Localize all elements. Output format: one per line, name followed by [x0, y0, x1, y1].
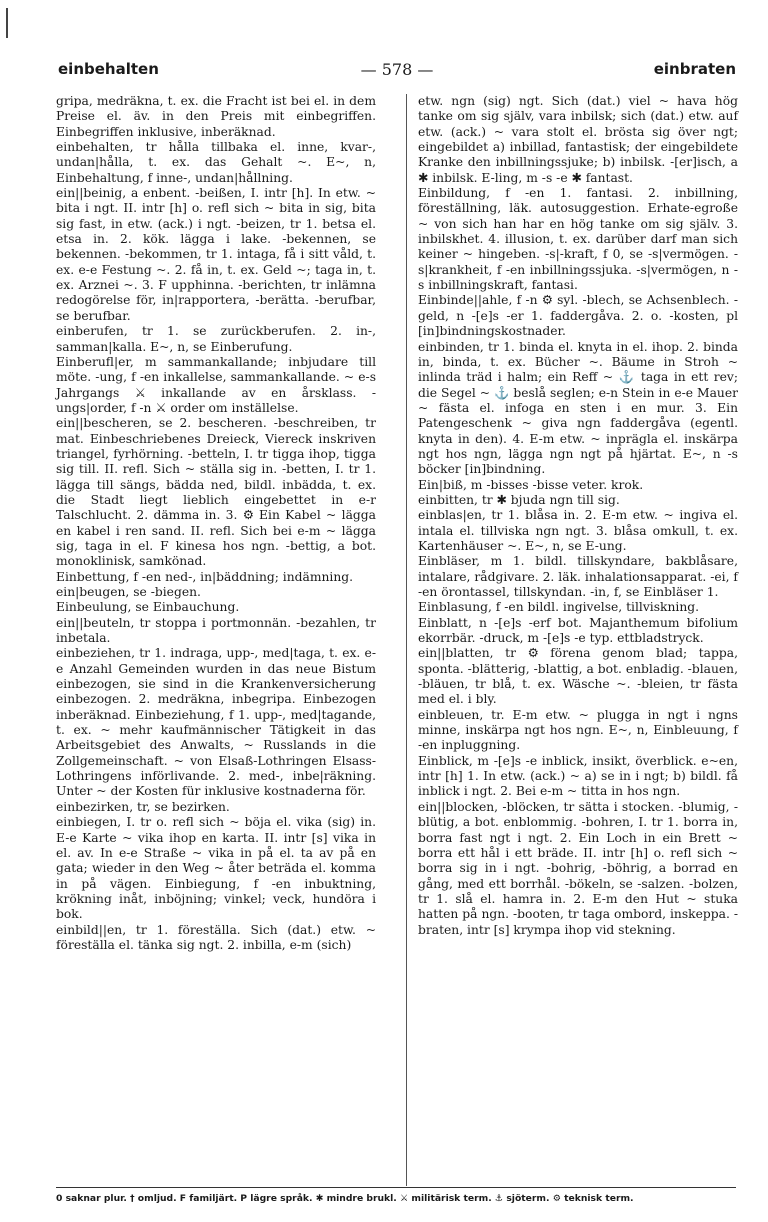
entry: ein||beuteln, tr stoppa i portmonnän. -bezahlen, tr inbetala. — [56, 615, 376, 646]
entry: einbeziehen, tr 1. indraga, upp-, med|taga, t. ex. e-e Anzahl Gemeinden wurden in das neue Bistum einbezogen, sie sind in die Krankenversicherung einbezogen. 2. medräkna, inbegripa. Einbezogen inberäknad. Einbeziehung, f 1. upp-, med|tagande, t. ex. ~ mehr kaufmännischer Tätigkeit in das Arbeitsgebiet des Anwalts, ~ Russlands in die Zollgemeinschaft. ~ von Elsaß-Lothringen Elsass-Lothringens införlivande. 2. med-, inbe|räkning. Unter ~ der Kosten für inklusive kostnaderna för. — [56, 646, 376, 799]
entry: Einbettung, f -en ned-, in|bäddning; indämning. — [56, 569, 354, 584]
header-last-word: einbraten — [653, 60, 736, 78]
entry: Einblick, m -[e]s -e inblick, insikt, överblick. e~en, intr [h] 1. In etw. (ack.) ~ a) se in i ngt; b) bildl. få inblick i ngt. 2. Bei e-m ~ titta in hos ngn. — [418, 753, 738, 799]
page-header — [58, 60, 736, 84]
entry: Einbildung, f -en 1. fantasi. 2. inbillning, föreställning, läk. autosuggestion. Erhate-egroße ~ von sich han har en hög tanke om sig själv. 3. inbilskhet. 4. illusion, t. ex. darüber darf man sich keiner ~ hingeben. -s|-kraft, f 0, se -s|vermögen. -s|krankheit, f -en inbillningssjuka. -s|vermögen, n -s inbillningskraft, fantasi. — [418, 186, 738, 293]
entry: einblas|en, tr 1. blåsa in. 2. E-m etw. ~ ingiva el. intala el. tillviska ngn ngt. 3. blåsa omkull, t. ex. Kartenhäuser ~. E~, n, se E-ung. — [418, 508, 738, 553]
column-divider — [406, 94, 407, 1186]
left-column — [56, 94, 376, 953]
entry: Ein|biß, m -bisses -bisse veter. krok. — [418, 477, 644, 492]
entry: Einbeulung, se Einbauchung. — [56, 600, 240, 615]
entry: ein||blocken, -blöcken, tr sätta i stocken. -blumig, -blütig, a bot. enblommig. -bohren, I. tr 1. borra in, borra fast ngt i ngt. 2. Ein Loch in ein Brett ~ borra ett hål i ett bräde. II. intr [h] o. refl sich ~ borra sig in i ngt. -bohrig, -böhrig, a borrad en gång, med ett borrhål. -bökeln, se -salzen. -bolzen, tr 1. slå el. hamra in. 2. E-m den Hut ~ stuka hatten på ngn. -booten, tr taga ombord, inskeppa. -braten, intr [s] krympa ihop vid stekning. — [418, 799, 738, 937]
entry: etw. ngn (sig) ngt. Sich (dat.) viel ~ hava hög tanke om sig själv, vara inbilsk; sich (dat.) etw. auf etw. (ack.) ~ vara stolt el. brösta sig över ngt; eingebildet a) inbillad, fantastisk; der eingebildete Kranke den inbillningssjuke; b) inbilsk. -[er]isch, a ✱ inbilsk. E-ling, m -s -e ✱ fantast. — [418, 94, 738, 185]
entry: gripa, medräkna, t. ex. die Fracht ist bei el. in dem Preise el. äv. in den Preis mit einbegriffen. Einbegriffen inklusive, inberäknad. — [56, 94, 376, 139]
entry: Einbinde||ahle, f -n ⚙ syl. -blech, se Achsenblech. -geld, n -[e]s -er 1. faddergåva. 2. o. -kosten, pl [in]bindningskostnader. — [418, 293, 738, 339]
entry: Einberufl|er, m sammankallande; inbjudare till möte. -ung, f -en inkallelse, sammankallande. ~ e-s Jahrgangs ⚔ inkallande av en årsklass. -ungs|order, f -n ⚔ order om inställelse. — [56, 354, 376, 415]
page-number: — 578 — — [360, 60, 434, 79]
entry: Einblasung, f -en bildl. ingivelse, tillviskning. — [418, 600, 700, 615]
entry: einbehalten, tr hålla tillbaka el. inne, kvar-, undan|hålla, t. ex. das Gehalt ~. E~, n, Einbehaltung, f inne-, undan|hållning. — [56, 140, 376, 185]
entry: einbleuen, tr. E-m etw. ~ plugga in ngt i ngns minne, inskärpa ngt hos ngn. E~, n, Einbleuung, f -en inpluggning. — [418, 707, 738, 753]
abbreviation-legend: 0 saknar plur. † omljud. F familjärt. P lägre språk. ✱ mindre brukl. ⚔ militärisk term. ⚓ sjöterm. ⚙ teknisk term. — [56, 1193, 634, 1204]
entry: einberufen, tr 1. se zurückberufen. 2. in-, samman|kalla. E~, n, se Einberufung. — [56, 324, 376, 354]
entry: ein||beinig, a enbent. -beißen, I. intr [h]. In etw. ~ bita i ngt. II. intr [h] o. refl sich ~ bita in sig, bita sig fast, in etw. (ack.) i ngt. -beizen, tr 1. betsa el. etsa in. 2. kök. lägga i lake. -bekennen, se bekennen. -bekommen, tr 1. intaga, få i sitt våld, t. ex. e-e Festung ~. 2. få in, t. ex. Geld ~; taga in, t. ex. Arznei ~. 3. F upphinna. -berichten, tr inlämna redogörelse för, in|rapportera, -berätta. -berufbar, se berufbar. — [56, 186, 376, 323]
entry: ein|beugen, se -biegen. — [56, 585, 201, 599]
header-first-word: einbehalten — [58, 60, 159, 78]
entry: ein||bescheren, se 2. bescheren. -beschreiben, tr mat. Einbeschriebenes Dreieck, Viereck inskriven triangel, fyrhörning. -betteln, I. tr tigga ihop, tigga sig till. II. refl. Sich ~ ställa sig in. -betten, I. tr 1. lägga till sängs, bädda ned, bildl. inbädda, t. ex. die Stadt liegt lieblich eingebettet in e-r Talschlucht. 2. dämma in. 3. ⚙ Ein Kabel ~ lägga en kabel i ren sand. II. refl. Sich bei e-m ~ lägga sig, taga in el. F kinesa hos ngn. -bettig, a bot. monoklinisk, samkönad. — [56, 416, 376, 569]
entry: ein||blatten, tr ⚙ förena genom blad; tappa, sponta. -blätterig, -blattig, a bot. enbladig. -blauen, -bläuen, tr blå, t. ex. Wäsche ~. -bleien, tr fästa med el. i bly. — [418, 646, 738, 707]
page-edge-mark — [6, 8, 8, 38]
entry: Einbläser, m 1. bildl. tillskyndare, bakblåsare, intalare, rådgivare. 2. läk. inhalationsapparat. -ei, f -en örontassel, tillskyndan. -in, f, se Einbläser 1. — [418, 554, 738, 599]
entry: einbiegen, I. tr o. refl sich ~ böja el. vika (sig) in. E-e Karte ~ vika ihop en karta. II. intr [s] vika in el. av. In e-e Straße ~ vika in på el. ta av på en gata; wieder in den Weg ~ åter beträda el. komma in på vägen. Einbiegung, f -en inbuktning, krökning inåt, inböjning; vinkel; veck, hundöra i bok. — [56, 815, 376, 922]
footer-rule — [56, 1187, 736, 1188]
right-column — [418, 94, 738, 938]
entry: einbezirken, tr, se bezirken. — [56, 799, 230, 814]
entry: einbitten, tr ✱ bjuda ngn till sig. — [418, 492, 620, 507]
entry: einbild||en, tr 1. föreställa. Sich (dat.) etw. ~ föreställa el. tänka sig ngt. 2. inbilla, e-m (sich) — [56, 922, 376, 952]
entry: Einblatt, n -[e]s -erf bot. Majanthemum bifolium ekorrbär. -druck, m -[e]s -e typ. ettbladstryck. — [418, 615, 738, 646]
entry: einbinden, tr 1. binda el. knyta in el. ihop. 2. binda in, binda, t. ex. Bücher ~. Bäume in Stroh ~ inlinda träd i halm; ein Reff ~ ⚓ taga in ett rev; die Segel ~ ⚓ beslå seglen; e-n Stein in e-e Mauer ~ fästa el. infoga en sten i en mur. 3. Ein Patengeschenk ~ giva ngn faddergåva (egentl. knyta in den). 4. E-m etw. ~ inprägla el. inskärpa ngt hos ngn, lägga ngn ngt på hjärtat. E~, n -s böcker [in]bindning. — [418, 339, 738, 477]
